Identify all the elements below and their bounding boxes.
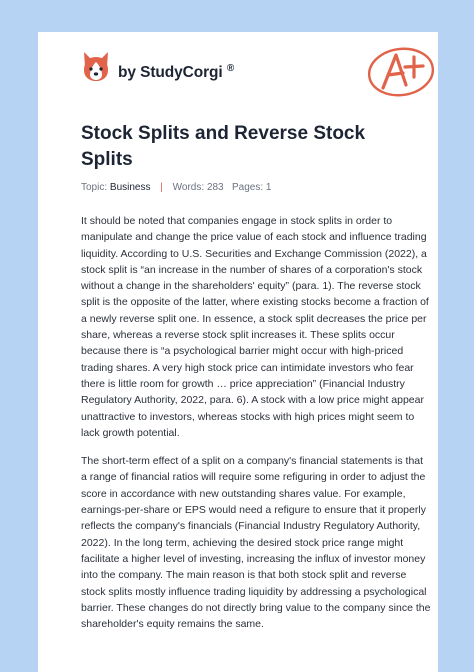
document-meta <box>81 182 271 193</box>
essay-body <box>81 213 431 644</box>
grade-a-plus-icon <box>365 43 439 99</box>
brand-name[interactable]: by StudyCorgi ® <box>118 63 235 82</box>
words-label: Words: <box>172 182 205 193</box>
words-count: 283 <box>206 182 224 193</box>
topic-label: Topic: <box>81 182 108 193</box>
corgi-logo-icon[interactable] <box>81 50 111 82</box>
meta-separator: | <box>160 182 163 193</box>
topic-link[interactable]: Business <box>109 182 151 193</box>
header <box>38 32 438 102</box>
document-page <box>38 32 438 672</box>
paragraph-1: It should be noted that companies engage in stock splits in order to manipulate and change the price value of each stock and influence trading liquidity. According to U.S. Securities and Exchange Commission (2022), a stock split is “an increase in the number of shares of a corporation's stock without a change in the shareholders' equity” (para. 1). The reverse stock split is the opposite of the latter, where existing stocks become a fraction of a newly reverse split one. In essence, a stock split decreases the price per share, whereas a reverse stock split increases it. These splits occur because there is “a psychological barrier might occur with high-priced trading shares. A very high stock price can intimidate investors who fear there is little room for growth … price appreciation” (Financial Industry Regulatory Authority, 2022, para. 6). A stock with a low price might appear unattractive to investors, whereas stocks with high prices might seem to lack growth potential. <box>81 215 429 439</box>
page-title: Stock Splits and Reverse Stock Splits <box>81 123 366 170</box>
pages-count: 1 <box>265 182 272 193</box>
paragraph-2: The short-term effect of a split on a company's financial statements is that a range of financial ratios will require some refiguring in order to adjust the score in accordance with new outstanding shares value. For example, earnings-per-share or EPS would need a refigure to ensure that it properly reflects the company's financials (Financial Industry Regulatory Authority, 2022). In the long term, achieving the desired stock price range might facilitate a higher level of investing, increasing the influx of investor money into the company. The main reason is that both stock split and reverse stock splits mostly influence trading liquidity by addressing a psychological barrier. These changes do not directly bring value to the company since the shareholder's equity remains the same. <box>81 455 431 631</box>
pages-label: Pages: <box>231 182 264 193</box>
